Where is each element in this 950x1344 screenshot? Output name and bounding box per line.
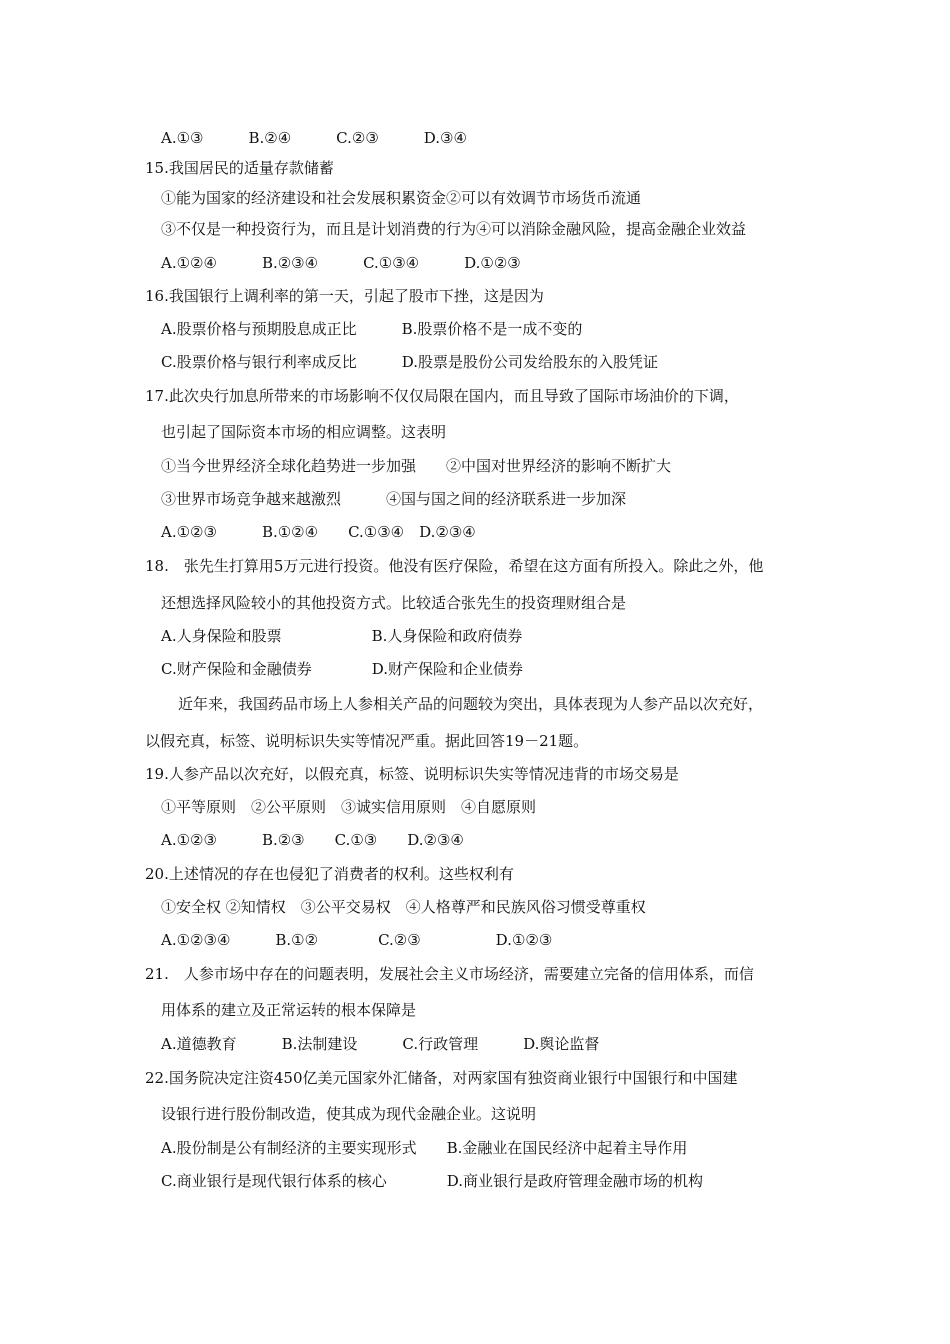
option-line: A.股份制是公有制经济的主要实现形式 B.金融业在国民经济中起着主导作用	[161, 1139, 688, 1157]
option-line: A.人身保险和股票 B.人身保险和政府债券	[161, 627, 523, 645]
question-21: 21. 人参市场中存在的问题表明，发展社会主义市场经济，需要建立完备的信用体系，而信	[145, 965, 754, 983]
question-22: 22.国务院决定注资450亿美元国家外汇储备，对两家国有独资商业银行中国银行和中国建	[145, 1069, 738, 1087]
question-17: 17.此次央行加息所带来的市场影响不仅仅局限在国内，而且导致了国际市场油价的下调，	[145, 387, 739, 405]
statement-line: ①能为国家的经济建设和社会发展积累资金②可以有效调节市场货币流通	[161, 189, 642, 207]
question-19: 19.人参产品以次充好，以假充真，标签、说明标识失实等情况违背的市场交易是	[145, 765, 679, 783]
option-line: C.商业银行是现代银行体系的核心 D.商业银行是政府管理金融市场的机构	[161, 1172, 703, 1190]
statement-line: ③不仅是一种投资行为，而且是计划消费的行为④可以消除金融风险，提高金融企业效益	[161, 220, 747, 238]
question-15: 15.我国居民的适量存款储蓄	[145, 159, 334, 177]
question-20: 20.上述情况的存在也侵犯了消费者的权利。这些权利有	[145, 865, 514, 883]
statement-line: ①当今世界经济全球化趋势进一步加强 ②中国对世界经济的影响不断扩大	[161, 457, 672, 475]
question-16: 16.我国银行上调利率的第一天，引起了股市下挫，这是因为	[145, 287, 544, 305]
answer-options-21: A.道德教育 B.法制建设 C.行政管理 D.舆论监督	[161, 1035, 600, 1053]
option-line: C.股票价格与银行利率成反比 D.股票是股份公司发给股东的入股凭证	[161, 353, 658, 371]
answer-options-15: A.①②④ B.②③④ C.①③④ D.①②③	[161, 254, 521, 272]
option-line: A.股票价格与预期股息成正比 B.股票价格不是一成不变的	[161, 320, 583, 338]
passage-line: 以假充真，标签、说明标识失实等情况严重。据此回答19－21题。	[145, 732, 589, 750]
answer-options-14: A.①③ B.②④ C.②③ D.③④	[161, 129, 467, 147]
answer-options-17: A.①②③ B.①②④ C.①③④ D.②③④	[161, 523, 476, 541]
statement-line: ①安全权 ②知情权 ③公平交易权 ④人格尊严和民族风俗习惯受尊重权	[161, 898, 646, 916]
answer-options-20: A.①②③④ B.①② C.②③ D.①②③	[161, 931, 553, 949]
question-17-cont: 也引起了国际资本市场的相应调整。这表明	[161, 423, 447, 441]
statement-line: ③世界市场竞争越来越激烈 ④国与国之间的经济联系进一步加深	[161, 490, 627, 508]
option-line: C.财产保险和金融债券 D.财产保险和企业债券	[161, 660, 523, 678]
passage-line: 近年来，我国药品市场上人参相关产品的问题较为突出，具体表现为人参产品以次充好，	[178, 695, 764, 713]
question-22-cont: 设银行进行股份制改造，使其成为现代金融企业。这说明	[161, 1105, 537, 1123]
statement-line: ①平等原则 ②公平原则 ③诚实信用原则 ④自愿原则	[161, 798, 537, 816]
question-18-cont: 还想选择风险较小的其他投资方式。比较适合张先生的投资理财组合是	[161, 594, 627, 612]
answer-options-19: A.①②③ B.②③ C.①③ D.②③④	[161, 831, 464, 849]
question-18: 18. 张先生打算用5万元进行投资。他没有医疗保险，希望在这方面有所投入。除此之外，他	[145, 557, 764, 575]
question-21-cont: 用体系的建立及正常运转的根本保障是	[161, 1001, 417, 1019]
